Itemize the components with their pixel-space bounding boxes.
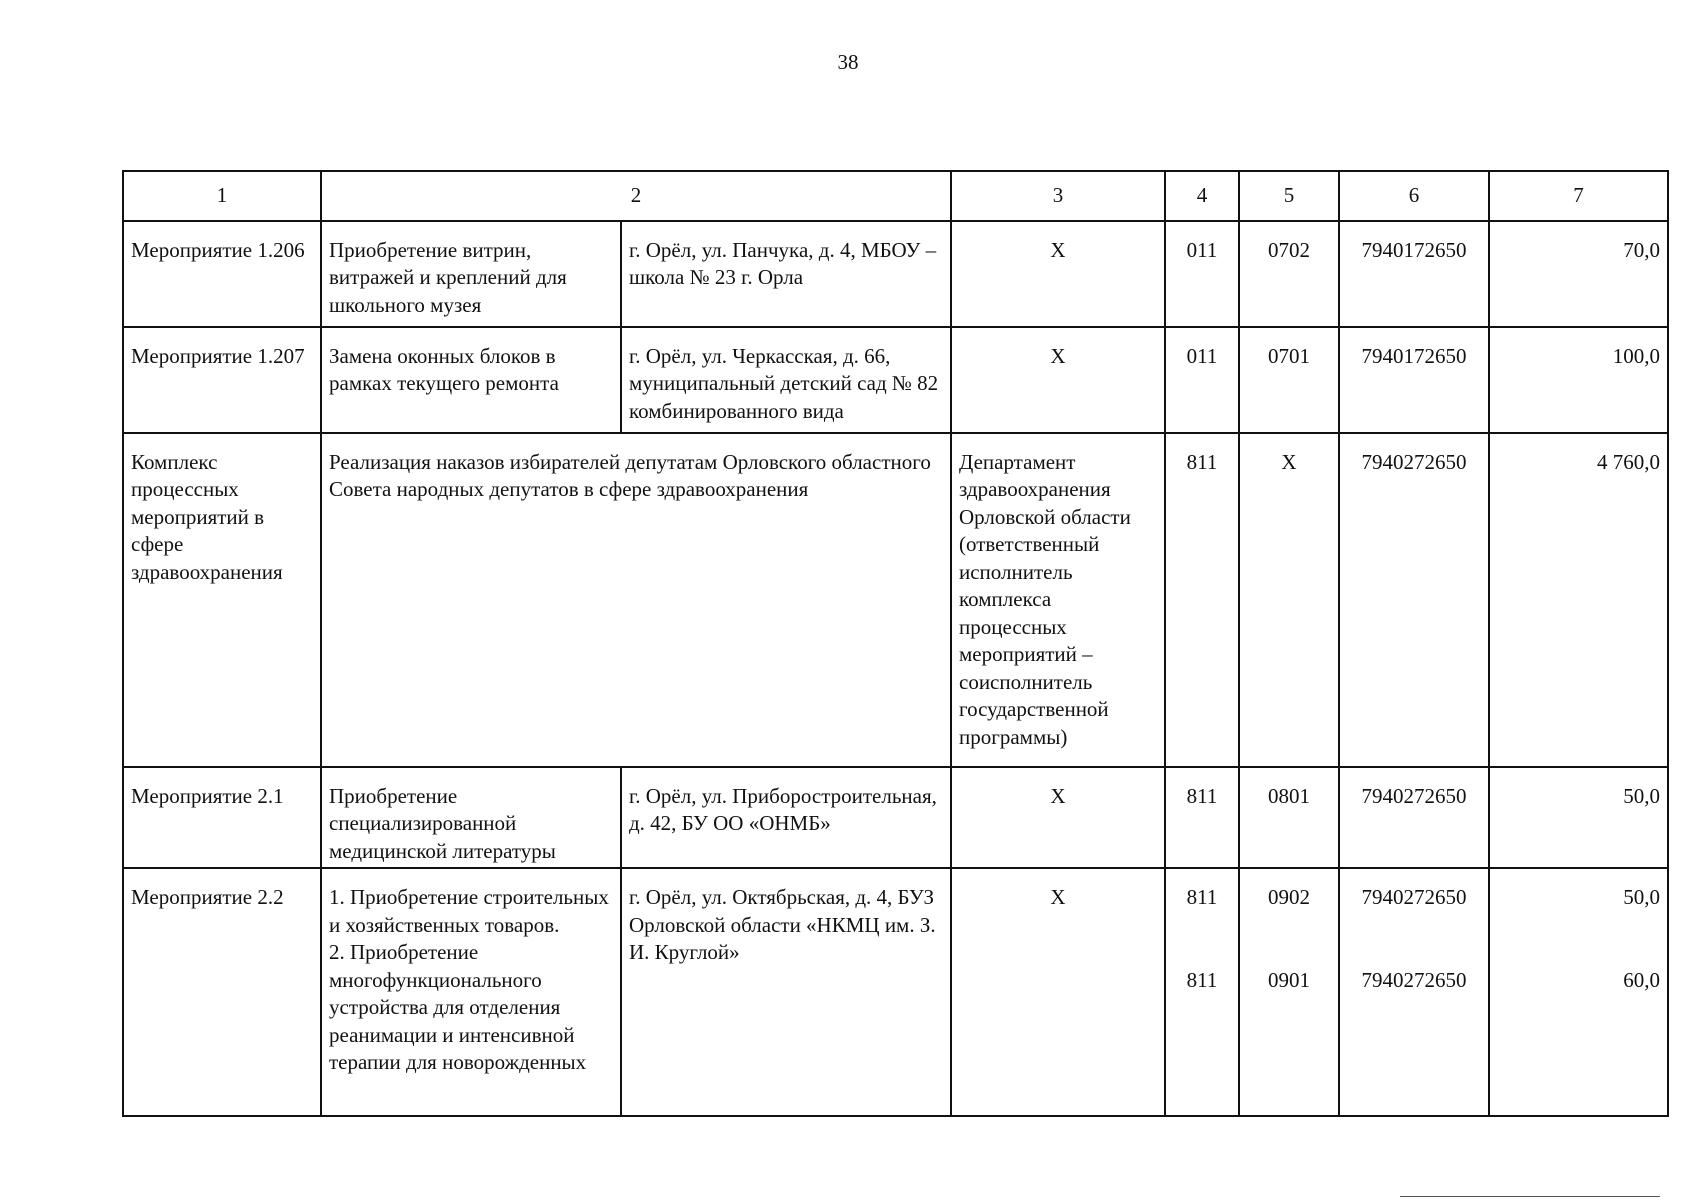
measure-name: Мероприятие 1.207 [123,327,321,433]
table-row [123,327,1668,433]
code-col-4: 811 [1165,767,1239,869]
measure-description [321,868,621,1116]
executor: Х [951,327,1165,433]
code-col-6-line-1: 7940272650 [1361,885,1467,909]
measure-description: Приобретение специализированной медицинской литературы [321,767,621,869]
code-col-6 [1339,868,1489,1116]
code-col-6: 7940172650 [1339,327,1489,433]
code-col-5: 0701 [1239,327,1339,433]
complex-name: Комплекс процессных мероприятий в сфере здравоохранения [123,433,321,767]
code-col-6: 7940272650 [1339,767,1489,869]
measure-address: г. Орёл, ул. Приборостроительная, д. 42, БУ ОО «ОНМБ» [621,767,951,869]
code-col-4-line-2: 811 [1186,967,1218,992]
header-col-1: 1 [123,171,321,221]
code-col-4-line-1: 811 [1186,885,1218,909]
executor: Х [951,767,1165,869]
header-col-3: 3 [951,171,1165,221]
code-col-4 [1165,868,1239,1116]
measure-address: г. Орёл, ул. Октябрьская, д. 4, БУЗ Орловской области «НКМЦ им. З. И. Круглой» [621,868,951,1116]
code-col-4: 011 [1165,327,1239,433]
table-row [123,868,1668,1116]
table-row [123,433,1668,767]
header-col-7: 7 [1489,171,1668,221]
measure-address: г. Орёл, ул. Черкасская, д. 66, муниципальный детский сад № 82 комбинированного вида [621,327,951,433]
amount-line-2: 60,0 [1623,967,1660,992]
executor: Х [951,868,1165,1116]
code-col-5-line-1: 0902 [1268,885,1310,909]
amount [1489,868,1668,1116]
table-row [123,767,1668,869]
complex-description: Реализация наказов избирателей депутатам Орловского областного Совета народных депутатов в сфере здравоохранения [321,433,951,767]
measure-item-1: 1. Приобретение строительных и хозяйственных товаров. [329,885,609,937]
measure-description: Приобретение витрин, витражей и креплений для школьного музея [321,221,621,327]
executor: Департамент здравоохранения Орловской области (ответственный исполнитель комплекса процессных мероприятий – соисполнитель государственной программы) [951,433,1165,767]
header-col-5: 5 [1239,171,1339,221]
code-col-4: 011 [1165,221,1239,327]
amount: 70,0 [1489,221,1668,327]
table-row [123,221,1668,327]
header-col-2: 2 [321,171,951,221]
code-col-6: 7940272650 [1339,433,1489,767]
amount: 50,0 [1489,767,1668,869]
footer-rule [1400,1196,1660,1197]
measure-description: Замена оконных блоков в рамках текущего ремонта [321,327,621,433]
code-col-5: Х [1239,433,1339,767]
page-number: 38 [837,50,859,74]
header-col-4: 4 [1165,171,1239,221]
code-col-5: 0702 [1239,221,1339,327]
code-col-6-line-2: 7940272650 [1361,967,1467,992]
measure-item-2: 2. Приобретение многофункционального устройства для отделения реанимации и интенсивной терапии для новорожденных [329,940,587,1074]
amount-line-1: 50,0 [1623,885,1660,909]
code-col-5 [1239,868,1339,1116]
measure-address: г. Орёл, ул. Панчука, д. 4, МБОУ – школа № 23 г. Орла [621,221,951,327]
executor: Х [951,221,1165,327]
measure-name: Мероприятие 1.206 [123,221,321,327]
amount: 100,0 [1489,327,1668,433]
program-table [122,170,1669,1117]
amount: 4 760,0 [1489,433,1668,767]
code-col-5-line-2: 0901 [1268,967,1310,992]
code-col-4: 811 [1165,433,1239,767]
measure-name: Мероприятие 2.2 [123,868,321,1116]
code-col-6: 7940172650 [1339,221,1489,327]
code-col-5: 0801 [1239,767,1339,869]
header-col-6: 6 [1339,171,1489,221]
header-row [123,171,1668,221]
measure-name: Мероприятие 2.1 [123,767,321,869]
